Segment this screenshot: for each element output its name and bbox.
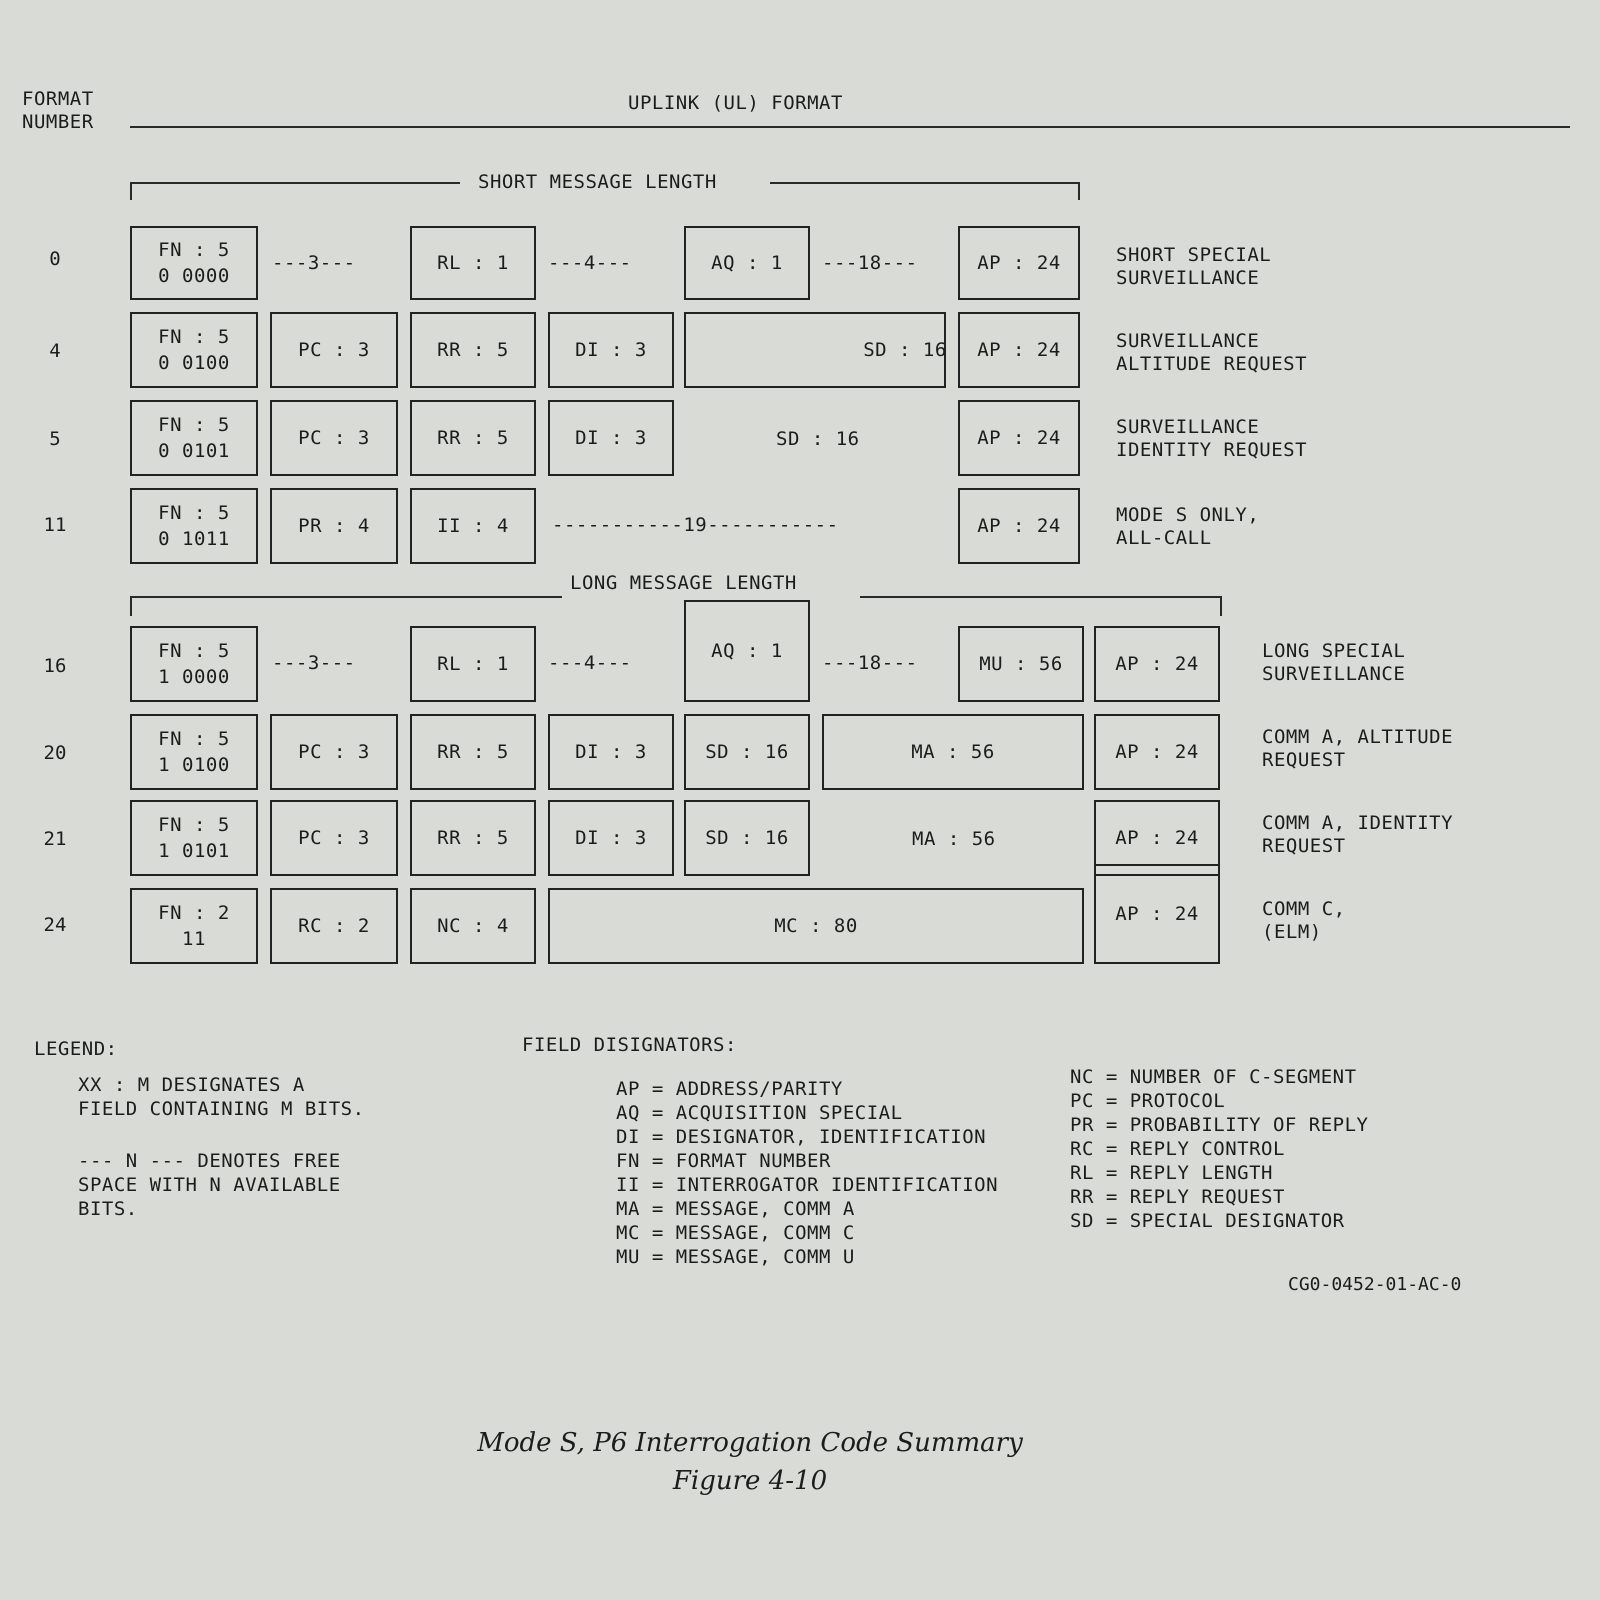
field-box-fn: FN : 5 1 0000 bbox=[130, 626, 258, 702]
format-description: MODE S ONLY, ALL-CALL bbox=[1116, 504, 1260, 549]
field-box-ap: AP : 24 bbox=[958, 400, 1080, 476]
format-number: 21 bbox=[43, 828, 67, 850]
field-box-ap: AP : 24 bbox=[958, 226, 1080, 300]
format-description: SHORT SPECIAL SURVEILLANCE bbox=[1116, 244, 1272, 289]
field-box-sd: SD : 16 bbox=[684, 714, 810, 790]
designator-entry: FN = FORMAT NUMBER bbox=[616, 1150, 831, 1172]
field-box-di: DI : 3 bbox=[548, 400, 674, 476]
legend-line: FIELD CONTAINING M BITS. bbox=[78, 1098, 365, 1120]
field-label-sd: SD : 16 bbox=[776, 428, 860, 450]
field-box-fn: FN : 5 1 0101 bbox=[130, 800, 258, 876]
field-box-fn: FN : 5 0 1011 bbox=[130, 488, 258, 564]
designator-entry: MC = MESSAGE, COMM C bbox=[616, 1222, 855, 1244]
designator-entry: PR = PROBABILITY OF REPLY bbox=[1070, 1114, 1369, 1136]
field-box-fn: FN : 5 0 0101 bbox=[130, 400, 258, 476]
designator-entry: PC = PROTOCOL bbox=[1070, 1090, 1226, 1112]
field-box-ma: MA : 56 bbox=[822, 714, 1084, 790]
field-box-rl: RL : 1 bbox=[410, 626, 536, 702]
format-description: SURVEILLANCE ALTITUDE REQUEST bbox=[1116, 330, 1308, 375]
field-box-pc: PC : 3 bbox=[270, 400, 398, 476]
field-designators-title: FIELD DISIGNATORS: bbox=[522, 1034, 737, 1056]
format-number-label bbox=[22, 88, 94, 134]
field-box-fn: FN : 5 0 0100 bbox=[130, 312, 258, 388]
field-box-nc: NC : 4 bbox=[410, 888, 536, 964]
figure-caption-number: Figure 4-10 bbox=[672, 1466, 828, 1496]
field-box-ap: AP : 24 bbox=[958, 488, 1080, 564]
format-number: 20 bbox=[43, 742, 67, 764]
free-bits: ---18--- bbox=[822, 252, 918, 274]
legend-line: XX : M DESIGNATES A bbox=[78, 1074, 305, 1096]
field-box-sd: SD : 16 bbox=[684, 312, 946, 388]
long-bracket-line-left bbox=[130, 596, 562, 598]
field-label-ma: MA : 56 bbox=[912, 828, 996, 850]
legend-line: BITS. bbox=[78, 1198, 138, 1220]
format-label-line-1: FORMAT bbox=[22, 88, 94, 110]
designator-entry: RR = REPLY REQUEST bbox=[1070, 1186, 1285, 1208]
designator-entry: SD = SPECIAL DESIGNATOR bbox=[1070, 1210, 1345, 1232]
uplink-format-title: UPLINK (UL) FORMAT bbox=[628, 92, 843, 114]
field-box-fn: FN : 5 0 0000 bbox=[130, 226, 258, 300]
field-box-pc: PC : 3 bbox=[270, 312, 398, 388]
designator-entry: RL = REPLY LENGTH bbox=[1070, 1162, 1273, 1184]
field-box-mu: MU : 56 bbox=[958, 626, 1084, 702]
designator-entry: RC = REPLY CONTROL bbox=[1070, 1138, 1285, 1160]
field-box-fn: FN : 2 11 bbox=[130, 888, 258, 964]
format-number: 24 bbox=[43, 914, 67, 936]
legend-line: --- N --- DENOTES FREE bbox=[78, 1150, 341, 1172]
figure-code: CG0-0452-01-AC-0 bbox=[1288, 1274, 1462, 1295]
field-box-ap: AP : 24 bbox=[958, 312, 1080, 388]
format-description: COMM A, IDENTITY REQUEST bbox=[1262, 812, 1454, 857]
format-description: SURVEILLANCE IDENTITY REQUEST bbox=[1116, 416, 1308, 461]
figure-caption-title: Mode S, P6 Interrogation Code Summary bbox=[477, 1428, 1023, 1458]
free-bits: ---3--- bbox=[272, 252, 356, 274]
designator-entry: AQ = ACQUISITION SPECIAL bbox=[616, 1102, 903, 1124]
field-box-ap: AP : 24 bbox=[1094, 626, 1220, 702]
field-box-rr: RR : 5 bbox=[410, 800, 536, 876]
format-label-line-2: NUMBER bbox=[22, 111, 94, 133]
format-number: 0 bbox=[49, 248, 61, 270]
designator-entry: MU = MESSAGE, COMM U bbox=[616, 1246, 855, 1268]
field-box-ap: AP : 24 bbox=[1094, 800, 1220, 876]
designator-entry: NC = NUMBER OF C-SEGMENT bbox=[1070, 1066, 1357, 1088]
short-message-length-label: SHORT MESSAGE LENGTH bbox=[478, 171, 717, 193]
free-bits: ---3--- bbox=[272, 652, 356, 674]
format-description: LONG SPECIAL SURVEILLANCE bbox=[1262, 640, 1406, 685]
free-bits: -----------19----------- bbox=[552, 514, 839, 536]
field-box-ap: AP : 24 bbox=[1094, 714, 1220, 790]
field-box-rr: RR : 5 bbox=[410, 400, 536, 476]
long-bracket-line-right bbox=[860, 596, 1222, 598]
designator-entry: MA = MESSAGE, COMM A bbox=[616, 1198, 855, 1220]
legend-line: SPACE WITH N AVAILABLE bbox=[78, 1174, 341, 1196]
field-box-rr: RR : 5 bbox=[410, 714, 536, 790]
short-bracket-line-left bbox=[130, 182, 460, 184]
short-bracket-left bbox=[130, 182, 132, 200]
field-box-rr: RR : 5 bbox=[410, 312, 536, 388]
long-bracket-left bbox=[130, 596, 132, 616]
field-box-pc: PC : 3 bbox=[270, 800, 398, 876]
field-box-rc: RC : 2 bbox=[270, 888, 398, 964]
field-box-di: DI : 3 bbox=[548, 714, 674, 790]
format-number: 5 bbox=[49, 428, 61, 450]
legend-title: LEGEND: bbox=[34, 1038, 118, 1060]
field-box-di: DI : 3 bbox=[548, 800, 674, 876]
field-box-ii: II : 4 bbox=[410, 488, 536, 564]
free-bits: ---4--- bbox=[548, 252, 632, 274]
designator-entry: II = INTERROGATOR IDENTIFICATION bbox=[616, 1174, 999, 1196]
format-description: COMM C, (ELM) bbox=[1262, 898, 1346, 943]
field-box-rl: RL : 1 bbox=[410, 226, 536, 300]
format-description: COMM A, ALTITUDE REQUEST bbox=[1262, 726, 1454, 771]
field-box-aq: AQ : 1 bbox=[684, 600, 810, 702]
field-box-pr: PR : 4 bbox=[270, 488, 398, 564]
designator-entry: AP = ADDRESS/PARITY bbox=[616, 1078, 843, 1100]
long-message-length-label: LONG MESSAGE LENGTH bbox=[570, 572, 797, 594]
long-bracket-right bbox=[1220, 596, 1222, 616]
field-box-aq: AQ : 1 bbox=[684, 226, 810, 300]
format-number: 16 bbox=[43, 655, 67, 677]
format-number: 11 bbox=[43, 514, 67, 536]
field-box-mc: MC : 80 bbox=[548, 888, 1084, 964]
field-box-di: DI : 3 bbox=[548, 312, 674, 388]
field-box-fn: FN : 5 1 0100 bbox=[130, 714, 258, 790]
free-bits: ---18--- bbox=[822, 652, 918, 674]
short-bracket-line-right bbox=[770, 182, 1080, 184]
header-rule bbox=[130, 126, 1570, 128]
free-bits: ---4--- bbox=[548, 652, 632, 674]
designator-entry: DI = DESIGNATOR, IDENTIFICATION bbox=[616, 1126, 987, 1148]
short-bracket-right bbox=[1078, 182, 1080, 200]
field-box-pc: PC : 3 bbox=[270, 714, 398, 790]
field-box-ap: AP : 24 bbox=[1094, 864, 1220, 964]
field-box-sd: SD : 16 bbox=[684, 800, 810, 876]
format-number: 4 bbox=[49, 340, 61, 362]
